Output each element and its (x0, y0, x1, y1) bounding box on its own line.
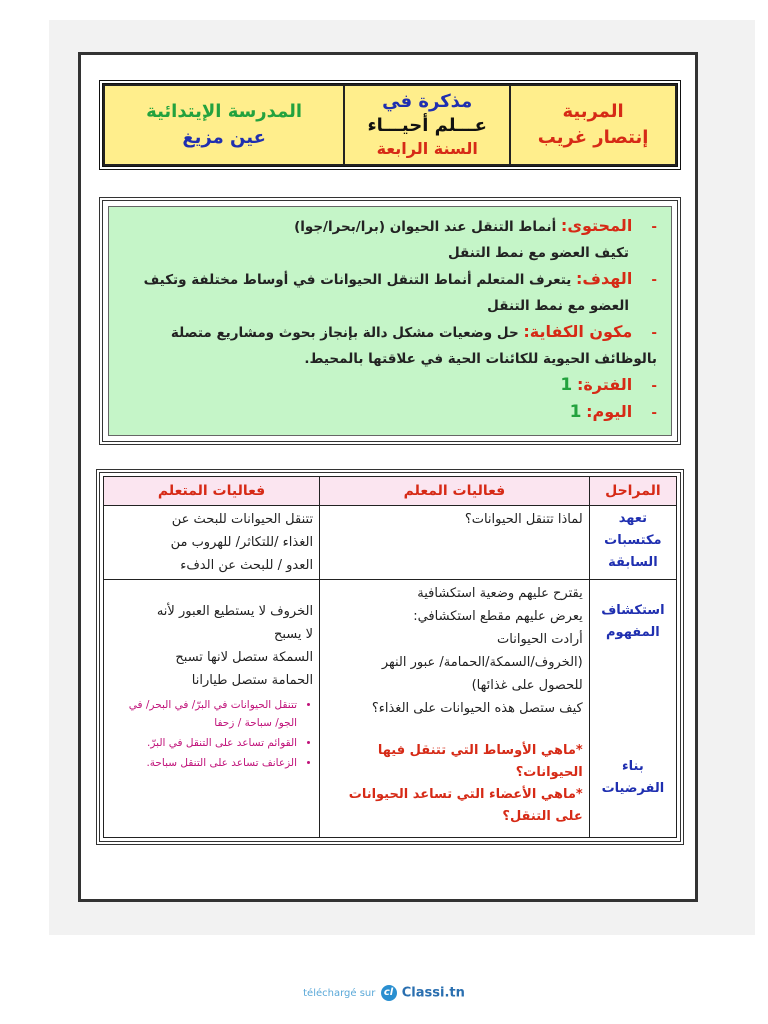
stage-prior-knowledge: تعهد مكتسبات السابقة (589, 506, 676, 580)
activities-table (96, 469, 684, 845)
list-item: • تتنقل الحيوانات في البرّ/ في البحر/ في الجو/ سباحة / زحفا (110, 696, 297, 732)
memo-title: مذكرة في (382, 91, 473, 112)
teacher-cell (510, 85, 676, 165)
document-page (78, 52, 698, 902)
classi-logo-icon: cl (381, 985, 397, 1001)
list-item: • الزعانف تساعد على التنقل سباحة. (110, 754, 297, 772)
content-row: - المحتوى: أنماط التنقل عند الحيوان (برا/بحرا/جوا) (294, 216, 657, 235)
header-table (99, 80, 681, 170)
goal-row: - الهدف: يتعرف المتعلم أنماط التنقل الحيوانات في أوساط مختلفة وتكيف (143, 269, 657, 288)
period-row: - الفترة: 1 (560, 375, 657, 395)
school-location: عين مزيغ (182, 127, 266, 148)
competence-label: مكون الكفاية: (523, 322, 633, 341)
competence-text: حل وضعيات مشكل دالة بإنجاز بحوث ومشاريع متصلة (170, 325, 519, 341)
teacher-activity-1: لماذا تتنقل الحيوانات؟ (320, 506, 590, 580)
learner-activity-1: تتنقل الحيوانات للبحث عن الغذاء /للتكاثر/ للهروب من العدو / للبحث عن الدفء (104, 506, 320, 580)
stage-hypotheses: بناء الفرضيات (601, 759, 665, 796)
school-cell (104, 85, 344, 165)
content-label: المحتوى: (560, 216, 633, 235)
learner-hypotheses-list (110, 696, 313, 772)
memo-cell (344, 85, 510, 165)
footer-brand: Classi.tn (401, 985, 465, 1001)
content-text-2: تكيف العضو مع نمط التنقل (447, 245, 629, 261)
stage-explore: استكشاف المفهوم (601, 603, 665, 640)
competence-row: - مكون الكفاية: حل وضعيات مشكل دالة بإنجاز بحوث ومشاريع متصلة (170, 322, 657, 341)
memo-grade: السنة الرابعة (376, 139, 478, 158)
school-name: المدرسة الإيتدائية (146, 101, 303, 122)
period-label: الفترة: (576, 375, 633, 394)
goal-text-2: العضو مع نمط التنقل (487, 298, 629, 314)
footer-prefix: téléchargé sur (303, 988, 376, 999)
col-teacher-header: فعاليات المعلم (320, 477, 590, 506)
memo-subject: عـــلم أحيـــاء (367, 115, 487, 136)
day-row: - اليوم: 1 (569, 402, 657, 422)
objectives-box (99, 197, 681, 445)
teacher-activity-2: يقترح عليهم وضعية استكشافية يعرض عليهم مقطع استكشافي: أرادت الحيوانات (الخروف/السمكة/الحمامة/ عبور النهر للحصول على غذائها) كيف ستصل هذه الحيوانات على الغذاء؟ *ماهي الأوساط التي تتنقل فيها الحيوانات؟ *ماهي الأعضاء التي تساعد الحيوانات على التنقل؟ (320, 580, 590, 838)
period-value: 1 (560, 375, 573, 395)
learner-activity-2: الخروف لا يستطيع العبور لأنه لا يسبح السمكة ستصل لانها تسبح الحمامة ستصل طيارانا • تتنقل الحيوانات في البرّ/ في البحر/ في الجو/ سباحة / زحفا • القوائم تساعد على التنقل في البرّ. • الزعانف تساعد على التنقل سباحة. (104, 580, 320, 838)
competence-text-2: بالوظائف الحيوية للكائنات الحية في علاقتها بالمحيط. (304, 351, 657, 367)
content-text: أنماط التنقل عند الحيوان (برا/بحرا/جوا) (294, 219, 557, 235)
stage-explore-hypotheses (589, 580, 676, 838)
goal-text: يتعرف المتعلم أنماط التنقل الحيوانات في أوساط مختلفة وتكيف (143, 272, 572, 288)
teacher-name: إنتصار غريب (537, 127, 649, 148)
goal-label: الهدف: (576, 269, 633, 288)
day-label: اليوم: (586, 402, 633, 421)
col-stages-header: المراحل (589, 477, 676, 506)
day-value: 1 (569, 402, 582, 422)
teacher-label: المربية (562, 101, 624, 122)
col-learner-header: فعاليات المتعلم (104, 477, 320, 506)
teacher-questions: *ماهي الأوساط التي تتنقل فيها الحيوانات؟ *ماهي الأعضاء التي تساعد الحيوانات على التنقل؟ (348, 743, 583, 824)
footer-watermark (0, 985, 768, 1001)
list-item: • القوائم تساعد على التنقل في البرّ. (110, 734, 297, 752)
